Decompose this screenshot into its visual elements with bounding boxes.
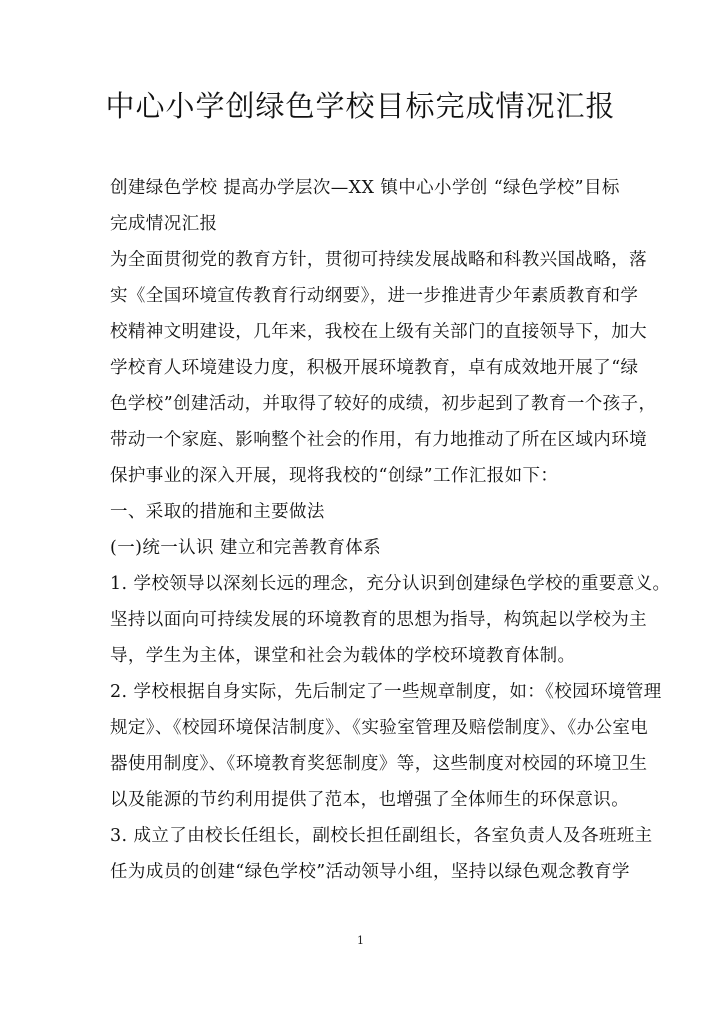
page-number: 1: [357, 934, 364, 947]
section-heading: 一、采取的措施和主要做法: [110, 502, 325, 522]
text-line: 坚持以面向可持续发展的环境教育的思想为指导，构筑起以学校为主: [110, 610, 647, 630]
text-line: 完成情况汇报: [110, 214, 218, 234]
document-body: [110, 170, 671, 890]
subsection-heading: (一)统一认识 建立和完善教育体系: [110, 538, 382, 558]
text-line: 为全面贯彻党的教育方针，贯彻可持续发展战略和科教兴国战略，落: [110, 250, 647, 270]
text-line: 校精神文明建设，几年来，我校在上级有关部门的直接领导下，加大: [110, 322, 647, 342]
text-line: 1. 学校领导以深刻长远的理念，充分认识到创建绿色学校的重要意义。: [110, 574, 671, 594]
text-line: 保护事业的深入开展，现将我校的“创绿”工作汇报如下：: [110, 466, 559, 486]
text-line: 导，学生为主体，课堂和社会为载体的学校环境教育体制。: [110, 646, 576, 666]
text-line: 带动一个家庭、影响整个社会的作用，有力地推动了所在区域内环境: [110, 430, 647, 450]
text-line: 色学校”创建活动，并取得了较好的成绩，初步起到了教育一个孩子，: [110, 394, 657, 414]
text-line: 任为成员的创建“绿色学校”活动领导小组，坚持以绿色观念教育学: [110, 862, 630, 882]
document-title: 中心小学创绿色学校目标完成情况汇报: [105, 89, 616, 123]
text-line: 创建绿色学校 提高办学层次—XX 镇中心小学创 “绿色学校”目标: [110, 178, 620, 198]
text-line: 以及能源的节约利用提供了范本，也增强了全体师生的环保意识。: [110, 790, 630, 810]
text-line: 规定》、《校园环境保洁制度》、《实验室管理及赔偿制度》、《办公室电: [110, 718, 649, 738]
text-line: 2. 学校根据自身实际，先后制定了一些规章制度，如：《校园环境管理: [110, 682, 662, 702]
text-line: 3. 成立了由校长任组长，副校长担任副组长，各室负责人及各班班主: [110, 826, 653, 846]
text-line: 器使用制度》、《环境教育奖惩制度》等，这些制度对校园的环境卫生: [110, 754, 648, 774]
text-line: 实《全国环境宣传教育行动纲要》，进一步推进青少年素质教育和学: [110, 286, 639, 306]
text-line: 学校育人环境建设力度，积极开展环境教育，卓有成效地开展了“绿: [110, 358, 639, 378]
